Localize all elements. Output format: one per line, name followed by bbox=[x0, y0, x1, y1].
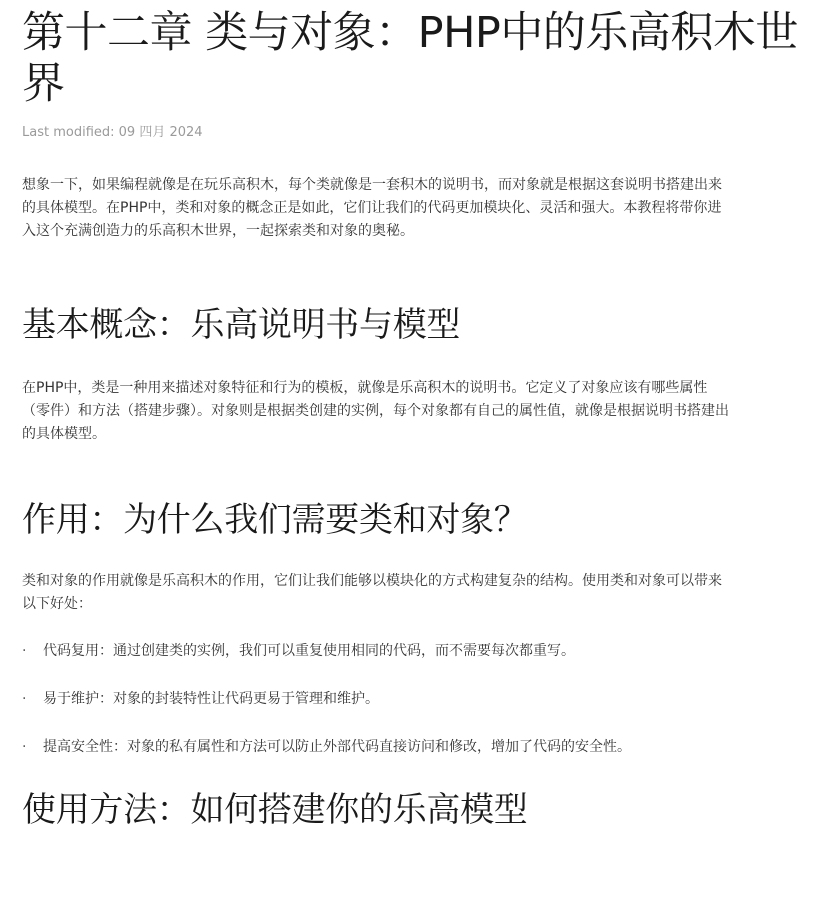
section-heading-purpose: 作用：为什么我们需要类和对象？ bbox=[22, 500, 528, 540]
purpose-paragraph: 类和对象的作用就像是乐高积木的作用，它们让我们能够以模块化的方式构建复杂的结构。使用类和对象可以带来以下好处： bbox=[22, 573, 722, 612]
section-heading-usage: 使用方法：如何搭建你的乐高模型 bbox=[22, 790, 528, 830]
bullet-icon: · bbox=[22, 643, 27, 659]
list-item-text: 易于维护：对象的封装特性让代码更易于管理和维护。 bbox=[43, 691, 379, 707]
section-heading-basic-concepts: 基本概念：乐高说明书与模型 bbox=[22, 305, 461, 345]
benefits-list bbox=[22, 640, 802, 759]
list-item-text: 代码复用：通过创建类的实例，我们可以重复使用相同的代码，而不需要每次都重写。 bbox=[43, 643, 575, 659]
intro-paragraph: 想象一下，如果编程就像是在玩乐高积木，每个类就像是一套积木的说明书，而对象就是根据这套说明书搭建出来的具体模型。在PHP中，类和对象的概念正是如此，它们让我们的代码更加模块化、灵活和强大。本教程将带你进入这个充满创造力的乐高积木世界，一起探索类和对象的奥秘。 bbox=[22, 177, 722, 239]
bullet-icon: · bbox=[22, 739, 27, 755]
last-modified-date: Last modified: 09 四月 2024 bbox=[22, 125, 203, 140]
list-item bbox=[22, 688, 802, 711]
list-item bbox=[22, 736, 802, 759]
list-item-text: 提高安全性：对象的私有属性和方法可以防止外部代码直接访问和修改，增加了代码的安全性。 bbox=[43, 739, 631, 755]
list-item bbox=[22, 640, 802, 663]
bullet-icon: · bbox=[22, 691, 27, 707]
basic-concepts-paragraph: 在PHP中，类是一种用来描述对象特征和行为的模板，就像是乐高积木的说明书。它定义了对象应该有哪些属性（零件）和方法（搭建步骤）。对象则是根据类创建的实例，每个对象都有自己的属性值，就像是根据说明书搭建出的具体模型。 bbox=[22, 380, 729, 442]
page-title: 第十二章 类与对象：PHP中的乐高积木世界 bbox=[22, 8, 798, 109]
